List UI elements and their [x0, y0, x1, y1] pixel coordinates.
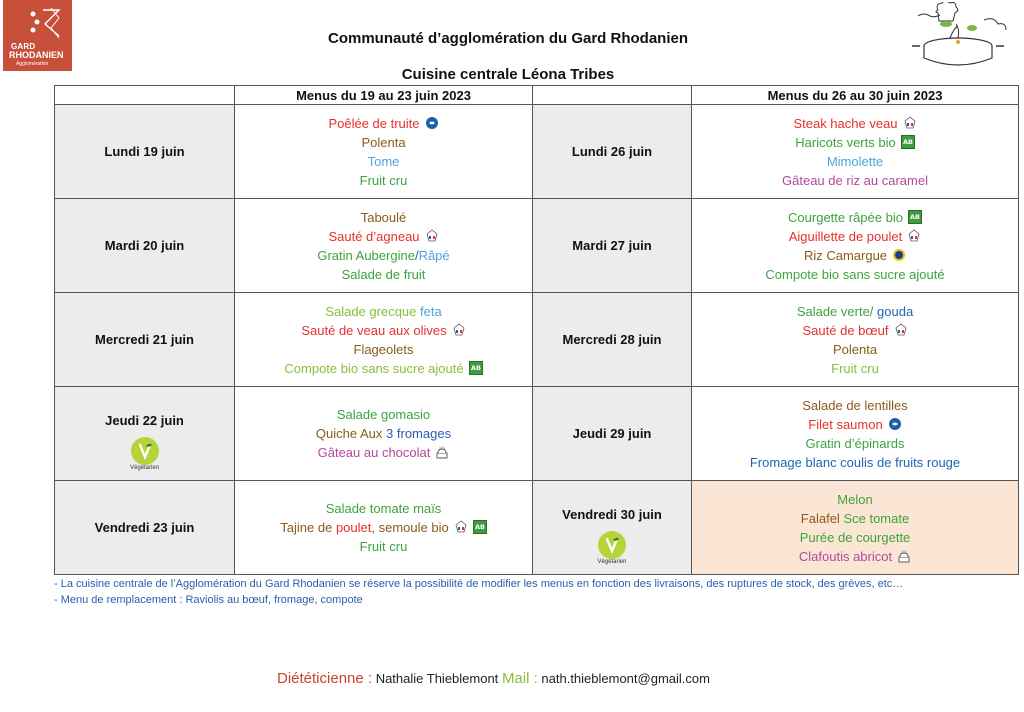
day-label: Mardi 20 juin: [104, 238, 185, 253]
vegetarian-leaf-icon: [598, 531, 626, 559]
day-cell: [55, 105, 235, 199]
menu-item-text: Gâteau au chocolat: [317, 445, 431, 460]
menu-item-text: Steak hache veau: [793, 115, 898, 131]
week-2-header: Menus du 26 au 30 juin 2023: [692, 86, 1019, 105]
vegetarian-badge: [591, 531, 633, 571]
organic-ab-label-icon: [473, 520, 487, 534]
day-cell: [533, 387, 692, 481]
svg-text:AB: AB: [909, 212, 920, 221]
menu-item-text: Sauté de bœuf: [802, 322, 889, 338]
menu-cell: [235, 387, 533, 481]
menu-cell: [235, 199, 533, 293]
logo-text-rhodanien: RHODANIEN: [9, 50, 64, 60]
day-cell: [55, 199, 235, 293]
menu-item: [235, 208, 532, 227]
day-label: Vendredi 23 juin: [94, 520, 195, 535]
french-origin-label-icon: [903, 116, 917, 130]
day-cell: [533, 199, 692, 293]
menu-item-text: Gâteau de riz au caramel: [782, 172, 928, 188]
logo-text-gard: GARD: [11, 42, 36, 51]
msc-label-icon: [888, 417, 902, 431]
menu-item: [692, 246, 1018, 265]
menu-item-text: Haricots verts bio: [795, 134, 896, 150]
day-label: Lundi 19 juin: [104, 144, 185, 159]
menu-item: [692, 133, 1018, 152]
day-cell: [533, 481, 692, 575]
svg-text:AB: AB: [902, 137, 913, 146]
menu-item: [692, 208, 1018, 227]
day-cell: [55, 481, 235, 575]
menu-item: [235, 340, 532, 359]
menu-item: [692, 453, 1018, 472]
menu-item-text: Tajine de: [280, 520, 336, 535]
menu-item-text: Fruit cru: [831, 360, 879, 376]
menu-item-text: Salade gomasio: [336, 407, 431, 422]
menu-item-text: Melon: [837, 491, 873, 507]
french-origin-label-icon: [454, 520, 468, 534]
notes: [54, 576, 903, 608]
mail-label: Mail :: [501, 670, 538, 687]
menu-item-text: Purée de courgette: [799, 529, 911, 545]
menu-cell: [692, 387, 1019, 481]
menu-item-text: Fruit cru: [359, 539, 408, 554]
menu-item-text: Riz Camargue: [803, 247, 888, 263]
day-cell: [533, 105, 692, 199]
menu-item: [692, 321, 1018, 340]
menu-item-text: Polenta: [361, 134, 406, 150]
menu-item: [235, 405, 532, 424]
organic-ab-label-icon: [469, 361, 483, 375]
menu-item-text: Sauté d’agneau: [328, 228, 420, 244]
menu-item: [692, 359, 1018, 378]
menu-item-text: Aiguillette de poulet: [788, 228, 903, 244]
dietitian-label: Diététicienne :: [277, 670, 373, 687]
menu-item-text: Tome: [367, 153, 400, 169]
menu-cell: [692, 481, 1019, 575]
igp-label-icon: [892, 248, 906, 262]
menu-item-text: feta: [416, 303, 442, 319]
vegetarian-label: Végétarien: [129, 465, 160, 471]
day-label: Vendredi 30 juin: [562, 507, 662, 522]
msc-label-icon: [425, 116, 439, 130]
vegetarian-label: Végétarien: [597, 559, 627, 565]
organic-ab-label-icon: [908, 210, 922, 224]
menu-item-text: Flageolets: [353, 341, 414, 357]
menu-item-text: Râpé: [418, 247, 450, 263]
menu-item: [692, 114, 1018, 133]
page-title: Communauté d’agglomération du Gard Rhodanien: [327, 30, 688, 47]
menu-item: [692, 396, 1018, 415]
menu-item: [692, 227, 1018, 246]
menu-item: [692, 490, 1018, 509]
day-label: Mercredi 21 juin: [95, 332, 194, 347]
menu-item-text: gouda: [873, 303, 914, 319]
menu-item-text: Sce tomate: [839, 510, 910, 526]
day-label: Mardi 27 juin: [572, 238, 652, 253]
menu-item-text: Salade tomate maïs: [325, 501, 442, 516]
day-label: Jeudi 22 juin: [105, 413, 184, 428]
menu-row: [55, 199, 1019, 293]
menu-row: [55, 293, 1019, 387]
menu-item-text: Poêlée de truite: [328, 115, 420, 131]
logo-text-agglomeration: Agglomération: [16, 61, 49, 67]
day-cell: [55, 387, 235, 481]
week-1-header: Menus du 19 au 23 juin 2023: [235, 86, 533, 105]
menu-cell: [235, 293, 533, 387]
menu-item-text: Fruit cru: [359, 172, 408, 188]
menu-cell: [692, 199, 1019, 293]
day-label: Lundi 26 juin: [571, 144, 653, 159]
homemade-label-icon: [435, 445, 449, 459]
menu-row: [55, 481, 1019, 575]
menu-cell: [692, 105, 1019, 199]
menu-item: [235, 499, 532, 518]
menu-item: [235, 227, 532, 246]
svg-text:AB: AB: [470, 363, 481, 372]
menu-item: [692, 547, 1018, 566]
french-origin-label-icon: [907, 229, 921, 243]
menu-item-text: Salade de fruit: [341, 266, 426, 282]
menu-item-text: , semoule bio: [371, 520, 449, 535]
menu-item-text: Gratin Aubergine: [317, 247, 415, 263]
menu-item-text: Quiche Aux: [315, 426, 387, 441]
menu-item-text: /: [414, 247, 419, 263]
menu-item-text: Sauté de veau aux olives: [301, 322, 447, 338]
day-cell: [533, 293, 692, 387]
organic-ab-label-icon: [901, 135, 915, 149]
page-subtitle: Cuisine centrale Léona Tribes: [401, 66, 615, 83]
french-origin-label-icon: [425, 229, 439, 243]
menu-item-text: Gratin d’épinards: [805, 435, 905, 451]
menu-item-text: Falafel: [800, 510, 840, 526]
dietitian-name: Nathalie Thieblemont: [375, 671, 499, 686]
day-label: Jeudi 29 juin: [572, 426, 652, 441]
menu-item-text: Salade de lentilles: [802, 397, 908, 413]
menu-item: [235, 518, 532, 537]
french-origin-label-icon: [894, 323, 908, 337]
menu-item: [235, 171, 532, 190]
menu-item-text: Polenta: [832, 341, 878, 357]
menu-table: [54, 85, 1019, 575]
menu-item: [692, 265, 1018, 284]
note-line: - Menu de remplacement : Raviolis au bœuf, fromage, compote: [54, 594, 363, 606]
menu-item: [235, 424, 532, 443]
menu-item-text: Salade grecque: [325, 303, 417, 319]
menu-item: [692, 415, 1018, 434]
svg-text:AB: AB: [474, 523, 485, 531]
homemade-label-icon: [897, 549, 911, 563]
menu-row: [55, 387, 1019, 481]
menu-cell: [235, 481, 533, 575]
menu-header-row: [55, 86, 1019, 105]
menu-item: [235, 359, 532, 378]
menu-cell: [235, 105, 533, 199]
menu-cell: [692, 293, 1019, 387]
menu-item: [692, 340, 1018, 359]
menu-item: [692, 434, 1018, 453]
menu-item-text: Taboulé: [360, 209, 407, 225]
day-cell: [55, 293, 235, 387]
header-blank-cell: [55, 86, 235, 105]
menu-item-text: poulet: [335, 520, 372, 535]
menu-item-text: 3 fromages: [386, 426, 452, 441]
menu-item: [692, 302, 1018, 321]
menu-item: [235, 133, 532, 152]
french-origin-label-icon: [452, 323, 466, 337]
menu-row: [55, 105, 1019, 199]
menu-item: [235, 321, 532, 340]
menu-item: [235, 114, 532, 133]
menu-item-text: Clafoutis abricot: [798, 548, 893, 564]
vegetarian-badge: [124, 437, 166, 477]
menu-item: [235, 246, 532, 265]
menu-item: [235, 152, 532, 171]
menu-item: [235, 302, 532, 321]
header-blank-cell: [533, 86, 692, 105]
menu-item: [235, 537, 532, 556]
menu-item-text: Compote bio sans sucre ajouté: [284, 360, 464, 376]
menu-item: [692, 171, 1018, 190]
menu-item-text: Fromage blanc coulis de fruits rouge: [749, 454, 961, 470]
menu-item-text: Salade verte/: [796, 303, 874, 319]
menu-item-text: Courgette râpée bio: [788, 209, 903, 225]
menu-item-text: Filet saumon: [808, 416, 883, 432]
menu-item: [235, 443, 532, 462]
mail-value[interactable]: nath.thieblemont@gmail.com: [541, 671, 710, 686]
day-label: Mercredi 28 juin: [562, 332, 662, 347]
menu-item: [692, 509, 1018, 528]
menu-item-text: Mimolette: [826, 153, 884, 169]
menu-item-text: Compote bio sans sucre ajouté: [765, 266, 945, 282]
footer-contact: [277, 670, 710, 687]
note-line: - La cuisine centrale de l’Agglomération du Gard Rhodanien se réserve la possibilité de modifier les menus en fonction des livraisons, des ruptures de stock, des grèves, etc…: [54, 578, 904, 590]
menu-item: [235, 265, 532, 284]
vegetarian-leaf-icon: [131, 437, 159, 465]
menu-item: [692, 152, 1018, 171]
menu-item: [692, 528, 1018, 547]
